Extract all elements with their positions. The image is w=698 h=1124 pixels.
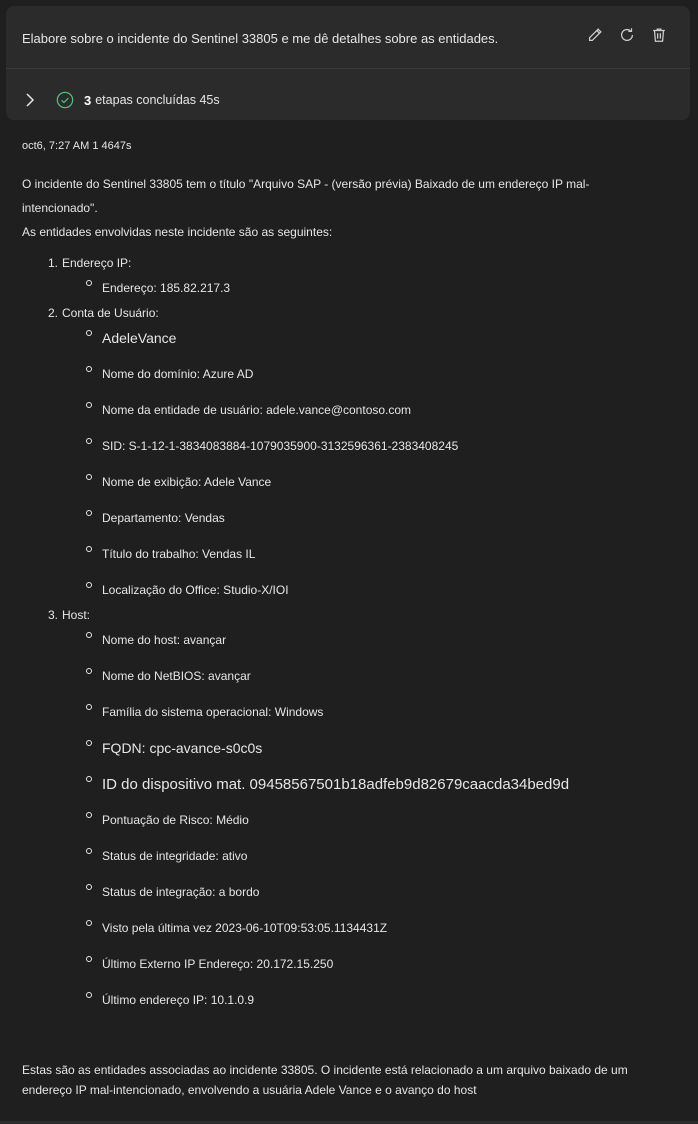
timestamp: oct6, 7:27 AM 1 4647s — [22, 140, 132, 152]
list-heading-label: Host: — [62, 608, 91, 622]
list-number: 1. — [48, 256, 59, 270]
bullet-icon — [86, 582, 92, 588]
list-item: Localização do Office: Studio-X/IOI — [86, 572, 662, 608]
list-item: Nome do NetBIOS: avançar — [86, 658, 662, 694]
list-item: SID: S-1-12-1-3834083884-1079035900-3132596361-2383408245 — [86, 428, 662, 464]
list-item-heading — [48, 256, 662, 270]
list-item: Departamento: Vendas — [86, 500, 662, 536]
response — [22, 140, 662, 1018]
list-item: Nome de exibição: Adele Vance — [86, 464, 662, 500]
bullet-icon — [86, 510, 92, 516]
bullet-icon — [86, 704, 92, 710]
prompt-text: Elabore sobre o incidente do Sentinel 33805 e me dê detalhes sobre as entidades. — [22, 31, 499, 46]
bullet-icon — [86, 920, 92, 926]
prompt-card — [6, 6, 690, 120]
list-item: Família do sistema operacional: Windows — [86, 694, 662, 730]
list-item: Último Externo IP Endereço: 20.172.15.250 — [86, 946, 662, 982]
bullet-icon — [86, 776, 92, 782]
trash-icon[interactable] — [650, 26, 668, 44]
list-item: FQDN: cpc-avance-s0c0s — [86, 730, 662, 766]
list-number: 2. — [48, 306, 59, 320]
list-item: Status de integração: a bordo — [86, 874, 662, 910]
list-item: Nome da entidade de usuário: adele.vance@contoso.com — [86, 392, 662, 428]
bullet-icon — [86, 546, 92, 552]
chevron-right-icon[interactable] — [22, 92, 38, 108]
steps-label: etapas concluídas 45s — [95, 93, 220, 107]
divider — [6, 68, 690, 69]
summary-paragraph: Estas são as entidades associadas ao incidente 33805. O incidente está relacionado a um arquivo baixado de um endereço IP mal-intencionado, envolvendo a usuária Adele Vance e o avanço do host — [22, 1063, 628, 1097]
list-item: AdeleVance — [86, 320, 662, 356]
bullet-icon — [86, 330, 92, 336]
list-item: Pontuação de Risco: Médio — [86, 802, 662, 838]
bullet-icon — [86, 668, 92, 674]
list-item: Último endereço IP: 10.1.0.9 — [86, 982, 662, 1018]
prompt-actions — [586, 26, 668, 44]
list-item: Nome do domínio: Azure AD — [86, 356, 662, 392]
entity-list — [22, 256, 662, 1018]
bullet-icon — [86, 884, 92, 890]
bullet-icon — [86, 848, 92, 854]
list-item: Status de integridade: ativo — [86, 838, 662, 874]
pencil-icon[interactable] — [586, 26, 604, 44]
list-heading-label: Endereço IP: — [62, 256, 132, 270]
list-heading-label: Conta de Usuário: — [62, 306, 159, 320]
intro-line-2: As entidades envolvidas neste incidente são as seguintes: — [22, 225, 333, 239]
steps-row[interactable] — [22, 82, 220, 118]
list-number: 3. — [48, 608, 59, 622]
refresh-icon[interactable] — [618, 26, 636, 44]
bullet-icon — [86, 992, 92, 998]
list-item-heading — [48, 306, 662, 320]
bullet-icon — [86, 474, 92, 480]
bullet-icon — [86, 402, 92, 408]
list-item: ID do dispositivo mat. 09458567501b18adfeb9d82679caacda34bed9d — [86, 766, 662, 802]
bullet-icon — [86, 956, 92, 962]
list-item: Endereço: 185.82.217.3 — [86, 270, 662, 306]
check-circle-icon — [56, 91, 74, 109]
bullet-icon — [86, 740, 92, 746]
bullet-icon — [86, 632, 92, 638]
list-item: Título do trabalho: Vendas IL — [86, 536, 662, 572]
bullet-icon — [86, 438, 92, 444]
intro-line-1: O incidente do Sentinel 33805 tem o título "Arquivo SAP - (versão prévia) Baixado de um endereço IP mal-intencionado". — [22, 177, 590, 215]
list-item: Nome do host: avançar — [86, 622, 662, 658]
bullet-icon — [86, 280, 92, 286]
bullet-icon — [86, 812, 92, 818]
bullet-icon — [86, 366, 92, 372]
list-item-heading — [48, 608, 662, 622]
steps-count: 3 — [84, 92, 92, 108]
list-item: Visto pela última vez 2023-06-10T09:53:05.1134431Z — [86, 910, 662, 946]
